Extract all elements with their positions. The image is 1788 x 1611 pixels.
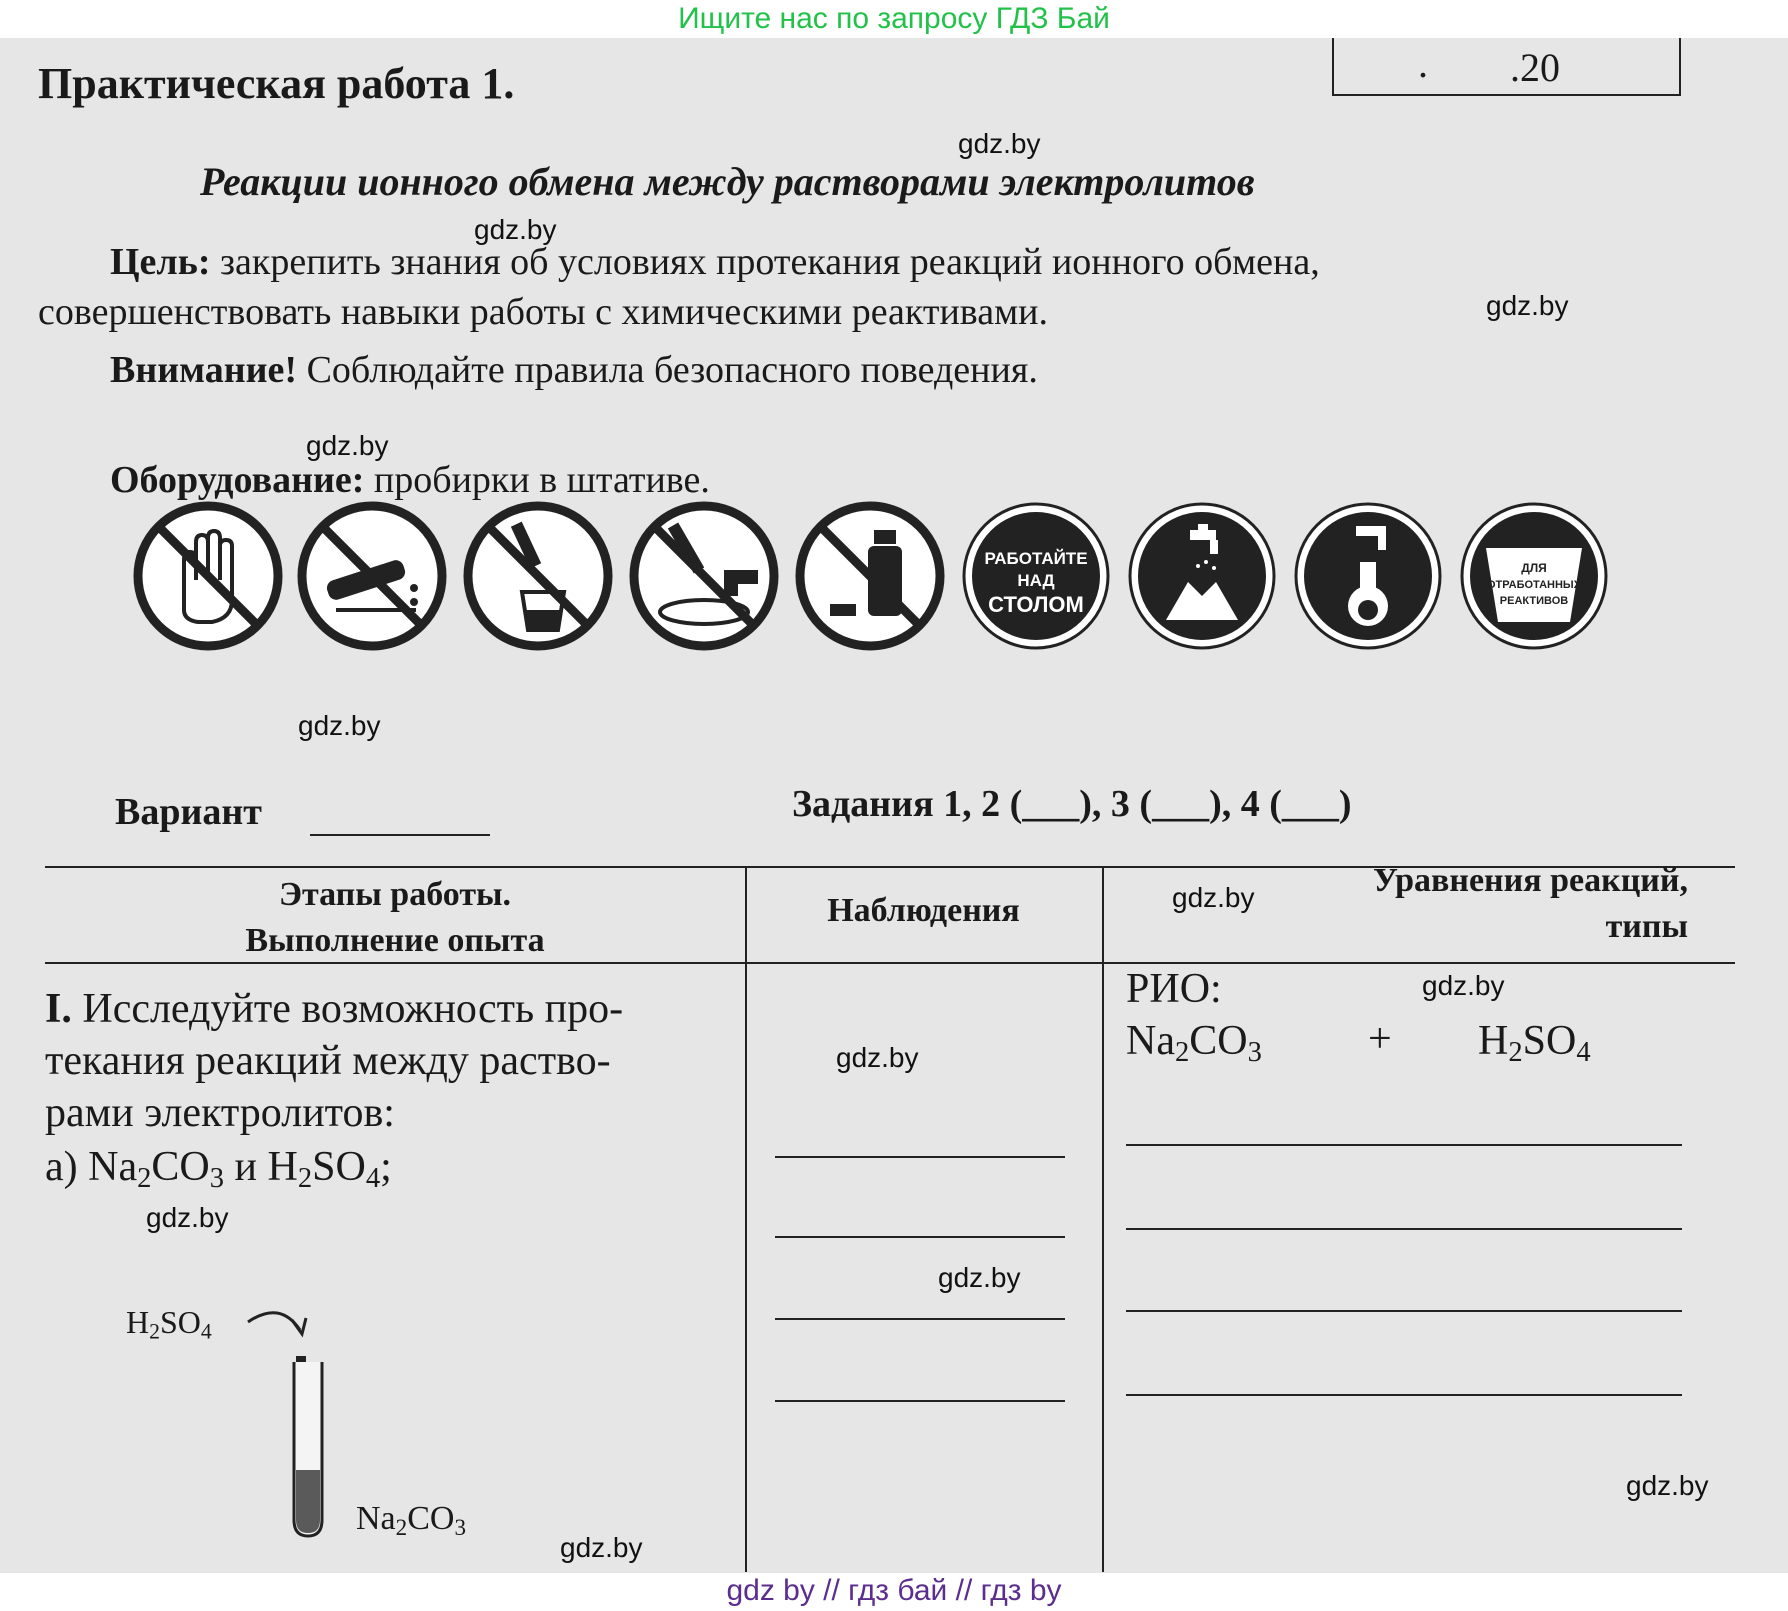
watermark: gdz.by xyxy=(306,430,389,461)
task-item-a xyxy=(45,1143,392,1195)
h2so4-a: H xyxy=(126,1304,150,1340)
no-test-tube-pour-icon xyxy=(296,500,448,652)
equation-line-4[interactable] xyxy=(1126,1394,1682,1396)
eq-right-s1: 2 xyxy=(1508,1037,1523,1069)
attention-line xyxy=(110,348,1038,392)
rinse-flask-icon xyxy=(1292,500,1444,652)
sign-text-reagents: РЕАКТИВОВ xyxy=(1499,595,1569,607)
observation-line-3[interactable] xyxy=(775,1318,1065,1320)
watermark: gdz.by xyxy=(938,1262,1021,1293)
equipment-text: пробирки в штативе. xyxy=(373,459,710,501)
h2so4-s1: 2 xyxy=(149,1319,160,1344)
date-field[interactable] xyxy=(1332,38,1681,96)
task-roman: I. xyxy=(45,986,72,1032)
header-equations-2: типы xyxy=(1605,908,1688,945)
equation-right xyxy=(1478,1017,1591,1069)
eq-left-s1: 2 xyxy=(1174,1037,1190,1069)
sign-text-work: РАБОТАЙТЕ xyxy=(984,549,1088,568)
task-line-3: рами электролитов: xyxy=(45,1090,395,1136)
test-tube-icon xyxy=(240,1300,340,1540)
item-a-sub4: 4 xyxy=(365,1163,381,1195)
page-title: Практическая работа 1. xyxy=(38,59,515,108)
no-open-bottle-icon xyxy=(794,500,946,652)
equipment-line xyxy=(110,458,710,502)
h2so4-b: SO xyxy=(159,1304,201,1340)
equation-left xyxy=(1126,1017,1262,1069)
equation-line-2[interactable] xyxy=(1126,1228,1682,1230)
wash-hands-icon xyxy=(1126,500,1278,652)
column-divider-1 xyxy=(745,866,747,1572)
item-a-and: и H xyxy=(224,1144,298,1190)
task-text-1: Исследуйте возможность про- xyxy=(82,986,624,1032)
na2co3-b: CO xyxy=(407,1500,455,1537)
na2co3-s1: 2 xyxy=(395,1514,408,1541)
bottom-banner[interactable]: gdz by // гдз бай // гдз by xyxy=(726,1574,1062,1607)
item-a-sub2: 3 xyxy=(209,1163,225,1195)
header-stages-2: Выполнение опыта xyxy=(245,922,545,959)
item-a-end: ; xyxy=(380,1144,392,1190)
watermark: gdz.by xyxy=(1172,882,1255,913)
goal-label: Цель: xyxy=(110,241,211,283)
column-divider-2 xyxy=(1102,866,1104,1572)
watermark: gdz.by xyxy=(1626,1470,1709,1501)
no-pour-into-sink-icon xyxy=(628,500,780,652)
tasks-text: Задания 1, 2 (___), 3 (___), 4 (___) xyxy=(792,783,1352,825)
eq-left-b: CO xyxy=(1189,1018,1248,1064)
watermark: gdz.by xyxy=(1486,290,1569,321)
work-over-table-icon xyxy=(960,500,1112,652)
goal-line-1 xyxy=(110,240,1320,284)
goal-text-1: закрепить знания об условиях протекания реакций ионного обмена, xyxy=(220,241,1320,283)
equation-line-1[interactable] xyxy=(1126,1144,1682,1146)
watermark: gdz.by xyxy=(474,214,557,245)
attention-label: Внимание! xyxy=(110,349,298,391)
eq-right-a: H xyxy=(1478,1018,1509,1064)
item-a-mid: CO xyxy=(151,1144,210,1190)
eq-right-s2: 4 xyxy=(1576,1037,1591,1069)
observation-line-2[interactable] xyxy=(775,1236,1065,1238)
sign-text-over: НАД xyxy=(1017,571,1055,590)
header-observations: Наблюдения xyxy=(827,892,1020,929)
header-bottom-border xyxy=(45,962,1735,964)
top-banner[interactable]: Ищите нас по запросу ГДЗ Бай xyxy=(678,2,1110,35)
attention-text: Соблюдайте правила безопасного поведения. xyxy=(306,349,1038,391)
equation-line-3[interactable] xyxy=(1126,1310,1682,1312)
watermark: gdz.by xyxy=(146,1202,229,1233)
task-line-1 xyxy=(45,985,623,1033)
na2co3-s2: 3 xyxy=(454,1514,467,1541)
task-line-2: текания реакций между раство- xyxy=(45,1038,611,1084)
item-a-prefix: а) Na xyxy=(45,1144,138,1190)
rio-label: РИО: xyxy=(1126,966,1222,1012)
equipment-label: Оборудование: xyxy=(110,459,365,501)
variant-input-line[interactable] xyxy=(310,834,490,836)
observation-line-4[interactable] xyxy=(775,1400,1065,1402)
date-year: .20 xyxy=(1510,45,1560,90)
waste-container-icon xyxy=(1458,500,1610,652)
h2so4-s2: 4 xyxy=(200,1319,212,1344)
eq-right-b: SO xyxy=(1522,1018,1577,1064)
label-h2so4 xyxy=(126,1304,212,1344)
date-dot: . xyxy=(1418,41,1428,86)
label-na2co3 xyxy=(356,1500,466,1542)
goal-line-2: совершенствовать навыки работы с химическими реактивами. xyxy=(38,291,1048,333)
item-a-sub1: 2 xyxy=(137,1163,152,1195)
watermark: gdz.by xyxy=(836,1042,919,1073)
sign-text-used: ОТРАБОТАННЫХ xyxy=(1486,579,1582,591)
na2co3-a: Na xyxy=(356,1500,396,1537)
no-pour-into-glass-icon xyxy=(462,500,614,652)
work-subtitle: Реакции ионного обмена между растворами электролитов xyxy=(200,159,1255,204)
header-equations-1: Уравнения реакций, xyxy=(1372,862,1688,899)
eq-left-a: Na xyxy=(1126,1018,1175,1064)
watermark: gdz.by xyxy=(958,128,1041,159)
sign-text-table: СТОЛОМ xyxy=(988,592,1084,617)
header-stages-1: Этапы работы. xyxy=(278,876,512,913)
watermark: gdz.by xyxy=(1422,970,1505,1001)
item-a-sub3: 2 xyxy=(297,1163,313,1195)
item-a-so: SO xyxy=(312,1144,366,1190)
eq-left-s2: 3 xyxy=(1247,1037,1262,1069)
variant-label: Вариант xyxy=(115,791,262,833)
sign-text-for: ДЛЯ xyxy=(1521,561,1547,575)
observation-line-1[interactable] xyxy=(775,1156,1065,1158)
equation-plus: + xyxy=(1368,1016,1392,1062)
watermark: gdz.by xyxy=(298,710,381,741)
watermark: gdz.by xyxy=(560,1532,643,1563)
no-touch-hand-icon xyxy=(132,500,284,652)
